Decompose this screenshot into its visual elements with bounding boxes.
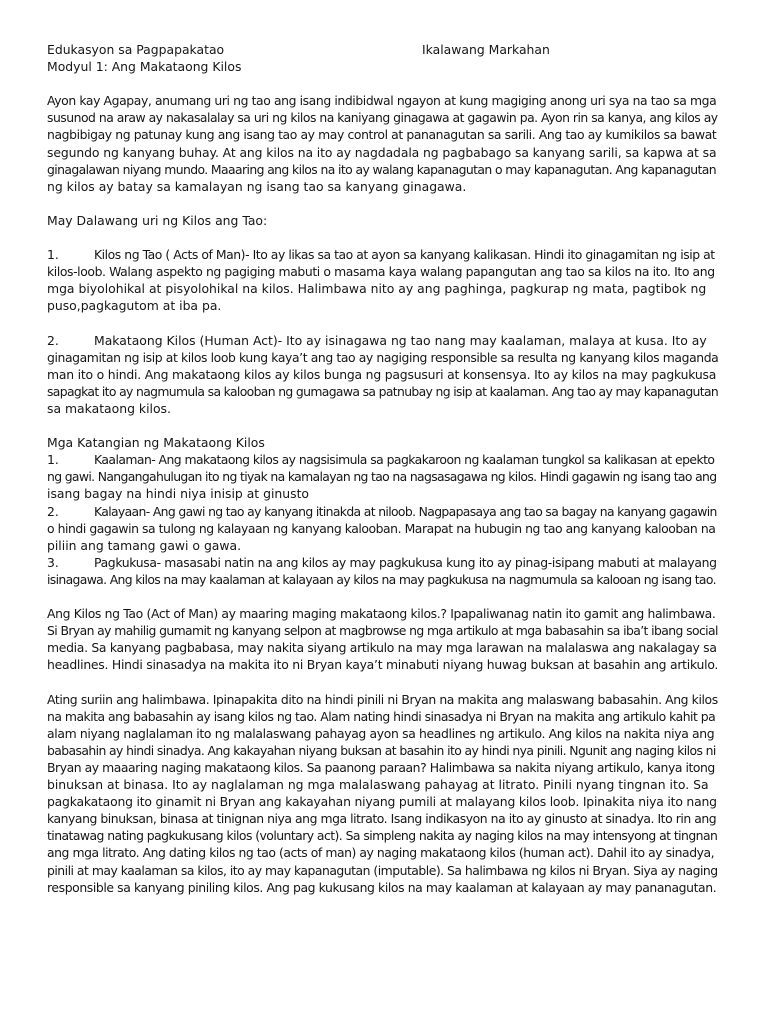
text-line: isinagawa. Ang kilos na may kaalaman at kalayaan ay kilos na may pagkukusa na nagmumula sa kalooan ng isang tao. [47,571,716,587]
spacer [47,229,719,246]
text-line: isang bagay na hindi niya inisip at ginusto [47,486,310,502]
text-line: Ayon kay Agapay, anumang uri ng tao ang isang indibidwal ngayon at kung magiging anong uri sya na tao sa mga [47,93,717,109]
characteristic-item-pagkukusa [47,554,719,571]
item-number: 2. [47,503,59,519]
text-line: headlines. Hindi sinasadya na makita ito ni Bryan kaya’t minabuti niyang huwag buksan at basahin ang artikulo. [47,657,719,673]
text-line: o hindi gagawin sa tulong ng kalayaan ng kanyang kalooban. Marapat na hubugin ng tao ang kanyang kalooban na [47,520,716,536]
text-line: kanyang binuksan, binasa at tinignan niya ang mga litrato. Isang indikasyon na ito ay ginusto at sinadya. Ito rin ang [47,811,717,827]
text-line: sapagkat ito ay nagmumula sa kalooban ng gumagawa sa patnubay ng isip at kaalaman. Ang tao ay may kapanagutan [47,383,719,399]
text-line: ang mga litrato. Ang dating kilos ng tao (acts of man) ay naging makataong kilos (human act). Dahil ito ay sinadya, [47,845,715,861]
text-line: ng gawi. Nangangahulugan ito ng tiyak na kamalayan ng tao na nagsasagawa ng kilos. Hindi gagawin ng isang tao ang [47,469,717,485]
text-line: Kalayaan- Ang gawi ng tao ay kanyang itinakda at niloob. Nagpapasaya ang tao sa bagay na kanyang gagawin [94,503,717,519]
text-line: Pagkukusa- masasabi natin na ang kilos ay may pagkukusa kung ito ay pinag-isipang mabuti at malayang [94,554,717,570]
text-line: mga biyolohikal at pisyolohikal na kilos. Halimbawa nito ay ang paghinga, pagkurap ng mata, pagtibok ng [47,281,707,297]
text-line: susunod na araw ay nakasalalay sa uri ng kilos na kaniyang ginagawa at gagawin pa. Ayon rin sa kanya, ang kilos ay [47,110,718,126]
spacer [47,673,719,690]
text-line: Ating suriin ang halimbawa. Ipinapakita dito na hindi pinili ni Bryan na makita ang malaswang babasahin. Ang kilos [47,691,718,707]
types-heading: May Dalawang uri ng Kilos ang Tao: [47,212,268,228]
text-line: pagkakataong ito ginamit ni Bryan ang kakayahan niyang pumili at malayang kilos loob. Ipinakita niya ito nang [47,794,717,810]
quarter-label: Ikalawang Markahan [422,42,550,57]
text-line: ginagalawan niyang mundo. Maaaring ang kilos na ito ay walang kapanagutan o may kapanagutan. Ang kapanagutan [47,161,716,177]
text-line: alam niyang naglalaman ito ng malalaswang pahayag ayon sa headlines ng artikulo. Ang kilos na nakita niya ang [47,725,715,741]
document-page [47,41,719,896]
characteristics-heading: Mga Katangian ng Makataong Kilos [47,435,265,451]
analysis-paragraph [47,691,719,896]
item-number: 2. [47,332,59,348]
item-number: 3. [47,554,59,570]
intro-paragraph [47,92,719,195]
text-line: tinatawag nating pagkukusang kilos (voluntary act). Sa simpleng nakita ay naging kilos na may intensyong at tingnan [47,828,718,844]
text-line: nagbibigay ng patunay kung ang isang tao ay may control at pananagutan sa sarili. Ang tao ay kumikilos sa bawat [47,127,717,143]
header-row [47,41,719,58]
subject-title: Edukasyon sa Pagpapakatao [47,42,225,57]
text-line: sa makataong kilos. [47,400,171,416]
spacer [47,315,719,332]
text-line: na makita ang babasahin ay isang kilos ng tao. Alam nating hindi sinasadya ni Bryan na makita ang artikulo kahit pa [47,708,716,724]
text-line: babasahin ay hindi sinadya. Ang kakayahan niyang buksan at basahin ito ay hindi nya pinili. Ngunit ang naging kilos ni [47,742,716,758]
type-item-acts-of-man [47,246,719,263]
text-line: Ang Kilos ng Tao (Act of Man) ay maaring maging makataong kilos.? Ipapaliwanag natin ito gamit ang halimbawa. [47,606,716,622]
item-number: 1. [47,452,59,468]
text-line: kilos-loob. Walang aspekto ng pagiging mabuti o masama kaya walang papangutan ang tao sa kilos na ito. Ito ang [47,264,715,280]
item-number: 1. [47,247,59,263]
example-paragraph [47,605,719,673]
text-line: Bryan ay maaaring naging makataong kilos. Sa paanong paraan? Halimbawa sa nakita niyang artikulo, kanya itong [47,759,715,775]
text-line: Kilos ng Tao ( Acts of Man)- Ito ay likas sa tao at ayon sa kanyang kalikasan. Hindi ito ginagamitan ng isip at [94,247,715,263]
module-title: Modyul 1: Ang Makataong Kilos [47,59,242,75]
text-line: Kaalaman- Ang makataong kilos ay nagsisimula sa pagkakaroon ng kaalaman tungkol sa kalikasan at epekto [94,452,715,468]
text-line: binuksan at binasa. Ito ay naglalaman ng mga malalaswang pahayag at litrato. Pinili nyang tingnan ito. Sa [47,777,709,793]
text-line: Makataong Kilos (Human Act)- Ito ay isinagawa ng tao nang may kaalaman, malaya at kusa. Ito ay [94,332,707,348]
spacer [47,75,719,92]
text-line: segundo ng kanyang buhay. At ang kilos na ito ay nagdadala ng pagbabago sa kanyang sarili, sa kapwa at sa [47,144,717,160]
text-line: responsible sa kanyang piniling kilos. Ang pag kukusang kilos na may kaalaman at kalayaan ay may pananagutan. [47,879,717,895]
spacer [47,417,719,434]
characteristic-item-kaalaman [47,451,719,468]
text-line: media. Sa kanyang pagbabasa, may nakita siyang artikulo na may mga larawan na malalaswa ang nakalagay sa [47,640,717,656]
text-line: piliin ang tamang gawi o gawa. [47,537,242,553]
type-item-human-act [47,332,719,349]
text-line: man ito o hindi. Ang makataong kilos ay kilos bunga ng pagsusuri at konsensya. Ito ay kilos na may pagkukusa [47,366,717,382]
text-line: ng kilos ay batay sa kamalayan ng isang tao sa kanyang ginagawa. [47,178,467,194]
spacer [47,195,719,212]
spacer [47,588,719,605]
text-line: puso,pagkagutom at iba pa. [47,298,222,314]
text-line: Si Bryan ay mahilig gumamit ng kanyang selpon at magbrowse ng mga artikulo at mga babasahin sa iba’t ibang social [47,623,718,639]
text-line: pinili at may kaalaman sa kilos, ito ay may kapanagutan (imputable). Sa halimbawa ng kilos ni Bryan. Siya ay naging [47,862,718,878]
text-line: ginagamitan ng isip at kilos loob kung kaya’t ang tao ay nagiging responsible sa resulta ng kanyang kilos maganda [47,349,719,365]
characteristic-item-kalayaan [47,503,719,520]
